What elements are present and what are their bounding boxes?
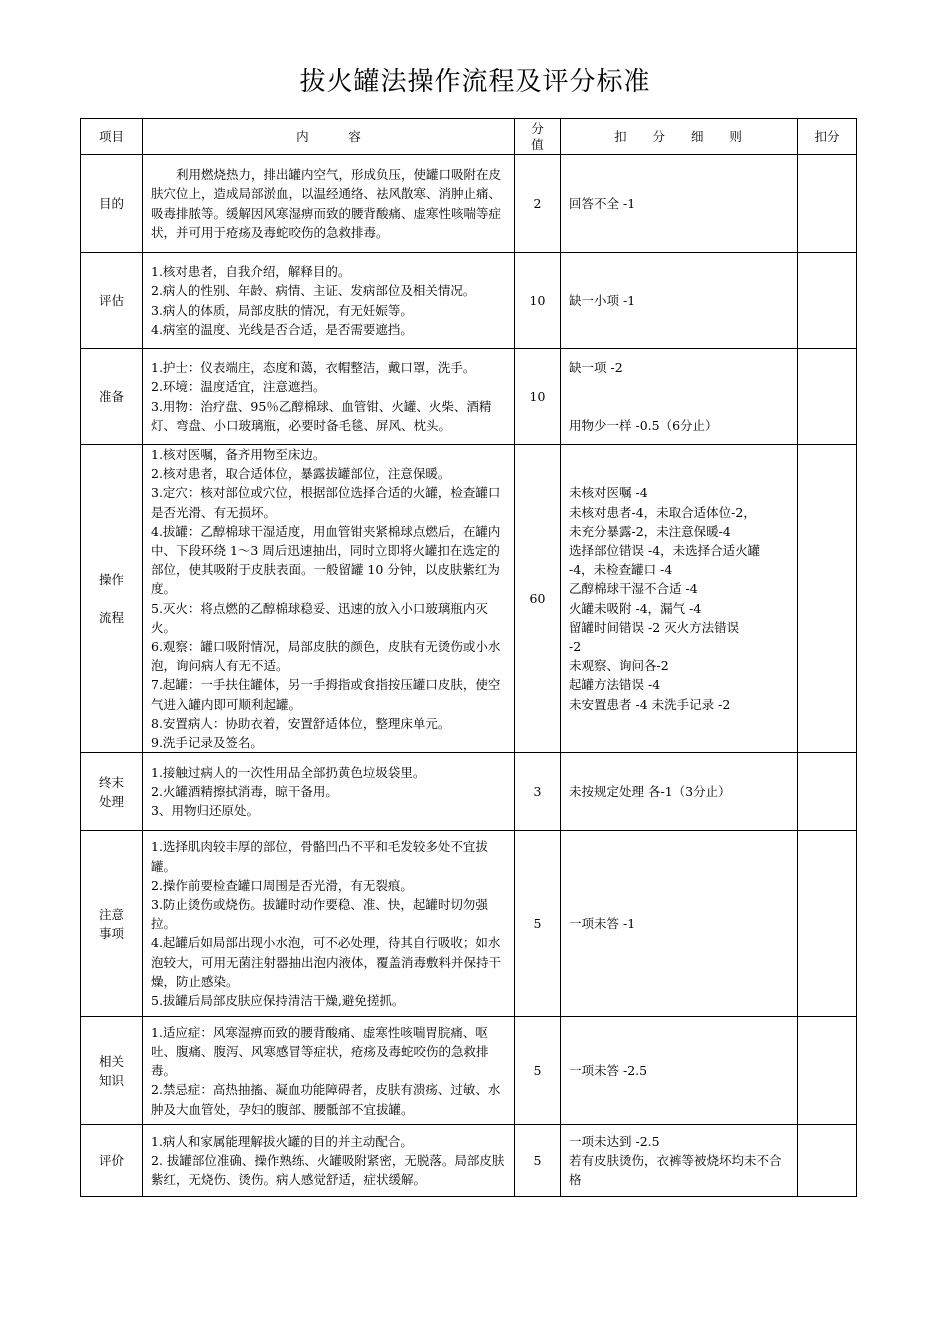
row-deduction: 未按规定处理 各-1（3分止） <box>561 753 798 831</box>
scoring-table <box>80 118 857 1197</box>
row-score: 5 <box>515 831 561 1017</box>
row-points-cell[interactable] <box>798 349 857 445</box>
row-item: 相关 知识 <box>81 1017 143 1125</box>
row-score: 10 <box>515 349 561 445</box>
row-points-cell[interactable] <box>798 753 857 831</box>
table-row <box>81 253 857 349</box>
row-content: 1.适应症：风寒湿痹而致的腰背酸痛、虚寒性咳喘胃脘痛、呕吐、腹痛、腹泻、风寒感冒等症状，疮疡及毒蛇咬伤的急救排毒。 2.禁忌症：高热抽搐、凝血功能障碍者，皮肤有溃疡、过敏、水肿及大血管处，孕妇的腹部、腰骶部不宜拔罐。 <box>143 1017 515 1125</box>
row-points-cell[interactable] <box>798 445 857 753</box>
row-deduction: 未核对医嘱 -4 未核对患者-4，未取合适体位-2， 未充分暴露-2，未注意保暖-4 选择部位错误 -4，未选择合适火罐 -4，未检查罐口 -4 乙醇棉球干湿不合适 -4 火罐未吸附 -4，漏气 -4 留罐时间错误 -2 灭火方法错误 -2 未观察、询问各-2 起罐方法错误 -4 未安置患者 -4 未洗手记录 -2 <box>561 445 798 753</box>
row-content: 1.护士：仪表端庄，态度和蔼，衣帽整洁，戴口罩，洗手。 2.环境：温度适宜，注意遮挡。 3.用物：治疗盘、95％乙醇棉球、血管钳、火罐、火柴、酒精灯、弯盘、小口玻璃瓶，必要时备毛毯、屏风、枕头。 <box>143 349 515 445</box>
row-deduction: 一项未答 -2.5 <box>561 1017 798 1125</box>
table-header-row <box>81 119 857 155</box>
row-item: 评估 <box>81 253 143 349</box>
row-content: 1.核对医嘱，备齐用物至床边。 2.核对患者，取合适体位，暴露拔罐部位，注意保暖。 3.定穴：核对部位或穴位，根据部位选择合适的火罐，检查罐口是否光滑、有无损坏。 4.拔罐：乙醇棉球干湿适度，用血管钳夹紧棉球点燃后，在罐内中、下段环绕 1～3 周后迅速抽出，同时立即将火罐扣在选定的部位，使其吸附于皮肤表面。一般留罐 10 分钟，以皮肤紫红为度。 5.灭火：将点燃的乙醇棉球稳妥、迅速的放入小口玻璃瓶内灭火。 6.观察：罐口吸附情况，局部皮肤的颜色，皮肤有无烫伤或小水泡，询问病人有无不适。 7.起罐：一手扶住罐体，另一手拇指或食指按压罐口皮肤，使空气进入罐内即可顺利起罐。 8.安置病人：协助衣着，安置舒适体位，整理床单元。 9.洗手记录及签名。 <box>143 445 515 753</box>
page-title: 拔火罐法操作流程及评分标准 <box>299 67 651 97</box>
row-points-cell[interactable] <box>798 1017 857 1125</box>
row-content: 1.选择肌肉较丰厚的部位，骨骼凹凸不平和毛发较多处不宜拔罐。 2.操作前要检查罐口周围是否光滑，有无裂痕。 3.防止烫伤或烧伤。拔罐时动作要稳、准、快，起罐时切勿强拉。 4.起罐后如局部出现小水泡，可不必处理，待其自行吸收；如水泡较大，可用无菌注射器抽出泡内液体，覆盖消毒敷料并保持干燥，防止感染。 5.拔罐后局部皮肤应保持清洁干燥,避免搓抓。 <box>143 831 515 1017</box>
row-deduction: 一项未答 -1 <box>561 831 798 1017</box>
header-content: 内 容 <box>143 119 515 155</box>
row-content: 利用燃烧热力，排出罐内空气，形成负压，使罐口吸附在皮肤穴位上，造成局部淤血，以温经通络、祛风散寒、消肿止痛、吸毒排脓等。缓解因风寒湿痹而致的腰背酸痛、虚寒性咳喘等症状，并可用于疮疡及毒蛇咬伤的急救排毒。 <box>143 155 515 253</box>
table-row <box>81 753 857 831</box>
row-item: 评价 <box>81 1125 143 1197</box>
row-item: 终末 处理 <box>81 753 143 831</box>
row-item: 准备 <box>81 349 143 445</box>
row-item: 目的 <box>81 155 143 253</box>
table-row <box>81 1125 857 1197</box>
row-content: 1.核对患者，自我介绍，解释目的。 2.病人的性别、年龄、病情、主证、发病部位及相关情况。 3.病人的体质，局部皮肤的情况，有无妊娠等。 4.病室的温度、光线是否合适，是否需要遮挡。 <box>143 253 515 349</box>
row-item: 操作 流程 <box>81 445 143 753</box>
row-deduction: 一项未达到 -2.5 若有皮肤烫伤，衣裤等被烧坏均未不合格 <box>561 1125 798 1197</box>
row-content: 1.病人和家属能理解拔火罐的目的并主动配合。 2. 拔罐部位准确、操作熟练、火罐吸附紧密，无脱落。局部皮肤紫红，无烧伤、烫伤。病人感觉舒适，症状缓解。 <box>143 1125 515 1197</box>
row-points-cell[interactable] <box>798 253 857 349</box>
row-score: 60 <box>515 445 561 753</box>
table-row <box>81 445 857 753</box>
row-score: 5 <box>515 1125 561 1197</box>
row-deduction: 缺一项 -2 用物少一样 -0.5（6分止） <box>561 349 798 445</box>
header-item: 项目 <box>81 119 143 155</box>
row-points-cell[interactable] <box>798 155 857 253</box>
row-score: 10 <box>515 253 561 349</box>
table-row <box>81 1017 857 1125</box>
table-row <box>81 831 857 1017</box>
row-deduction: 缺一小项 -1 <box>561 253 798 349</box>
row-score: 2 <box>515 155 561 253</box>
row-score: 5 <box>515 1017 561 1125</box>
header-deduction: 扣 分 细 则 <box>561 119 798 155</box>
header-points: 扣分 <box>798 119 857 155</box>
table-row <box>81 155 857 253</box>
table-row <box>81 349 857 445</box>
row-item: 注意 事项 <box>81 831 143 1017</box>
row-content: 1.接触过病人的一次性用品全部扔黄色垃圾袋里。 2.火罐酒精擦拭消毒，晾干备用。 3、用物归还原处。 <box>143 753 515 831</box>
row-points-cell[interactable] <box>798 1125 857 1197</box>
row-points-cell[interactable] <box>798 831 857 1017</box>
row-score: 3 <box>515 753 561 831</box>
row-deduction: 回答不全 -1 <box>561 155 798 253</box>
header-score: 分值 <box>515 119 561 155</box>
